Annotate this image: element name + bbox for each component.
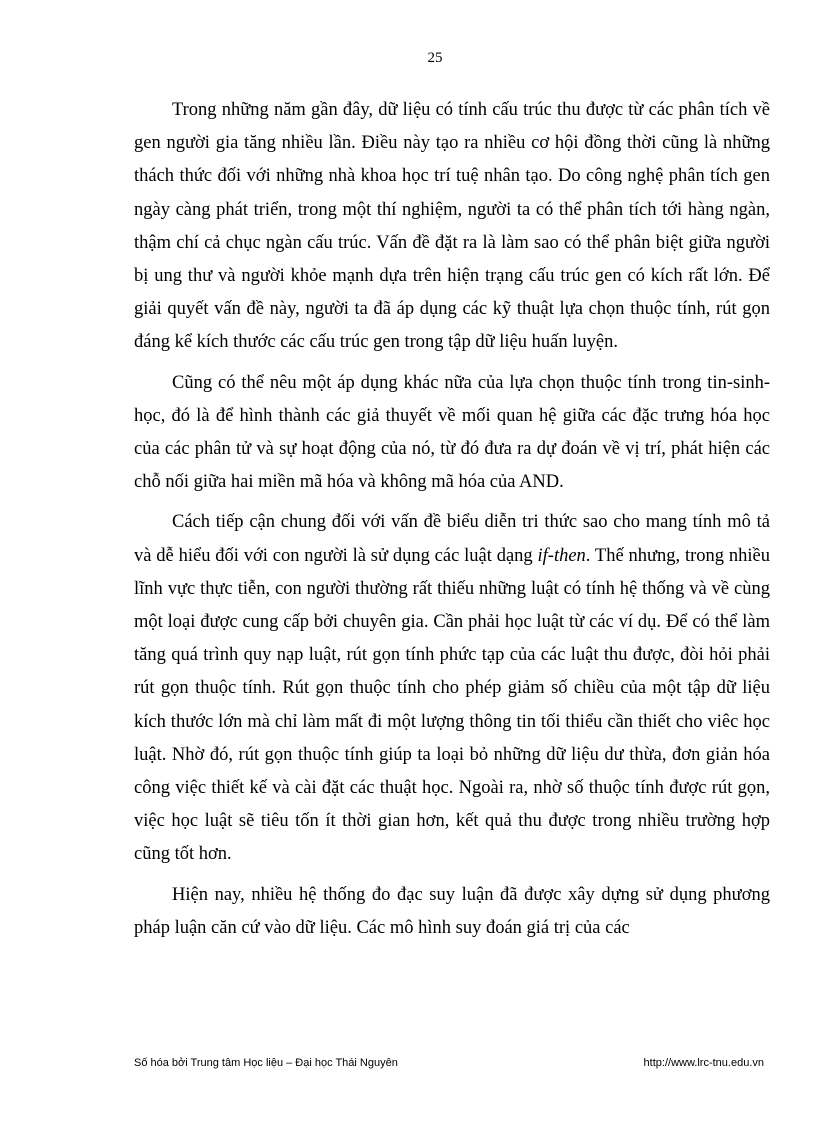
- paragraph-bioinformatics: Cũng có thể nêu một áp dụng khác nữa của lựa chọn thuộc tính trong tin-sinh-học, đó là để hình thành các giả thuyết về mối quan hệ giữa các đặc trưng hóa học của các phân tử và sự hoạt động của nó, từ đó đưa ra dự đoán về vị trí, phát hiện các chỗ nối giữa hai miền mã hóa và không mã hóa của AND.: [134, 372, 770, 493]
- body-text: [134, 94, 770, 952]
- footer-url: http://www.lrc-tnu.edu.vn: [643, 1057, 764, 1069]
- paragraph-rule-learning: [134, 506, 770, 871]
- paragraph-inference-systems: Hiện nay, nhiều hệ thống đo đạc suy luận đã được xây dựng sử dụng phương pháp luận căn cứ vào dữ liệu. Các mô hình suy đoán giá trị của các: [134, 884, 770, 938]
- footer-source: Số hóa bởi Trung tâm Học liệu – Đại học Thái Nguyên: [134, 1057, 398, 1069]
- paragraph-rule-learning-rest: . Thế nhưng, trong nhiều lĩnh vực thực tiễn, con người thường rất thiếu những luật có tính hệ thống và về cùng một loại được cung cấp bởi chuyên gia. Cần phải học luật từ các ví dụ. Để có thể làm tăng quá trình quy nạp luật, rút gọn tính phức tạp của các luật thu được, đòi hỏi phải rút gọn thuộc tính. Rút gọn thuộc tính cho phép giảm số chiều của một tập dữ liệu kích thước lớn mà chỉ làm mất đi một lượng thông tin tối thiểu cần thiết cho viêc học luật. Nhờ đó, rút gọn thuộc tính giúp ta loại bỏ những dữ liệu dư thừa, đơn giản hóa công việc thiết kế và cài đặt các thuật học. Ngoài ra, nhờ số thuộc tính được rút gọn, việc học luật sẽ tiêu tốn ít thời gian hơn, kết quả thu được trong nhiều trường hợp cũng tốt hơn.: [134, 545, 770, 865]
- if-then-term: if-then: [537, 545, 586, 566]
- page-number: 25: [427, 50, 443, 66]
- paragraph-genomics: Trong những năm gần đây, dữ liệu có tính cấu trúc thu được từ các phân tích về gen người gia tăng nhiều lần. Điều này tạo ra nhiều cơ hội đồng thời cũng là những thách thức đối với những nhà khoa học trí tuệ nhân tạo. Do công nghệ phân tích gen ngày càng phát triển, trong một thí nghiệm, người ta có thể phân tích tới hàng ngàn, thậm chí cả chục ngàn cấu trúc. Vấn đề đặt ra là làm sao có thể phân biệt giữa người bị ung thư và người khỏe mạnh dựa trên hiện trạng cấu trúc gen có kích rất lớn. Để giải quyết vấn đề này, người ta đã áp dụng các kỹ thuật lựa chọn thuộc tính, rút gọn đáng kể kích thước các cấu trúc gen trong tập dữ liệu huấn luyện.: [134, 100, 770, 353]
- footer: [134, 1057, 764, 1069]
- paragraph-rule-learning-start: Cách tiếp cận chung đối với vấn đề biểu diễn tri thức sao cho mang tính mô tả và dễ hiểu đối với con người là sử dụng các luật dạng: [134, 512, 770, 566]
